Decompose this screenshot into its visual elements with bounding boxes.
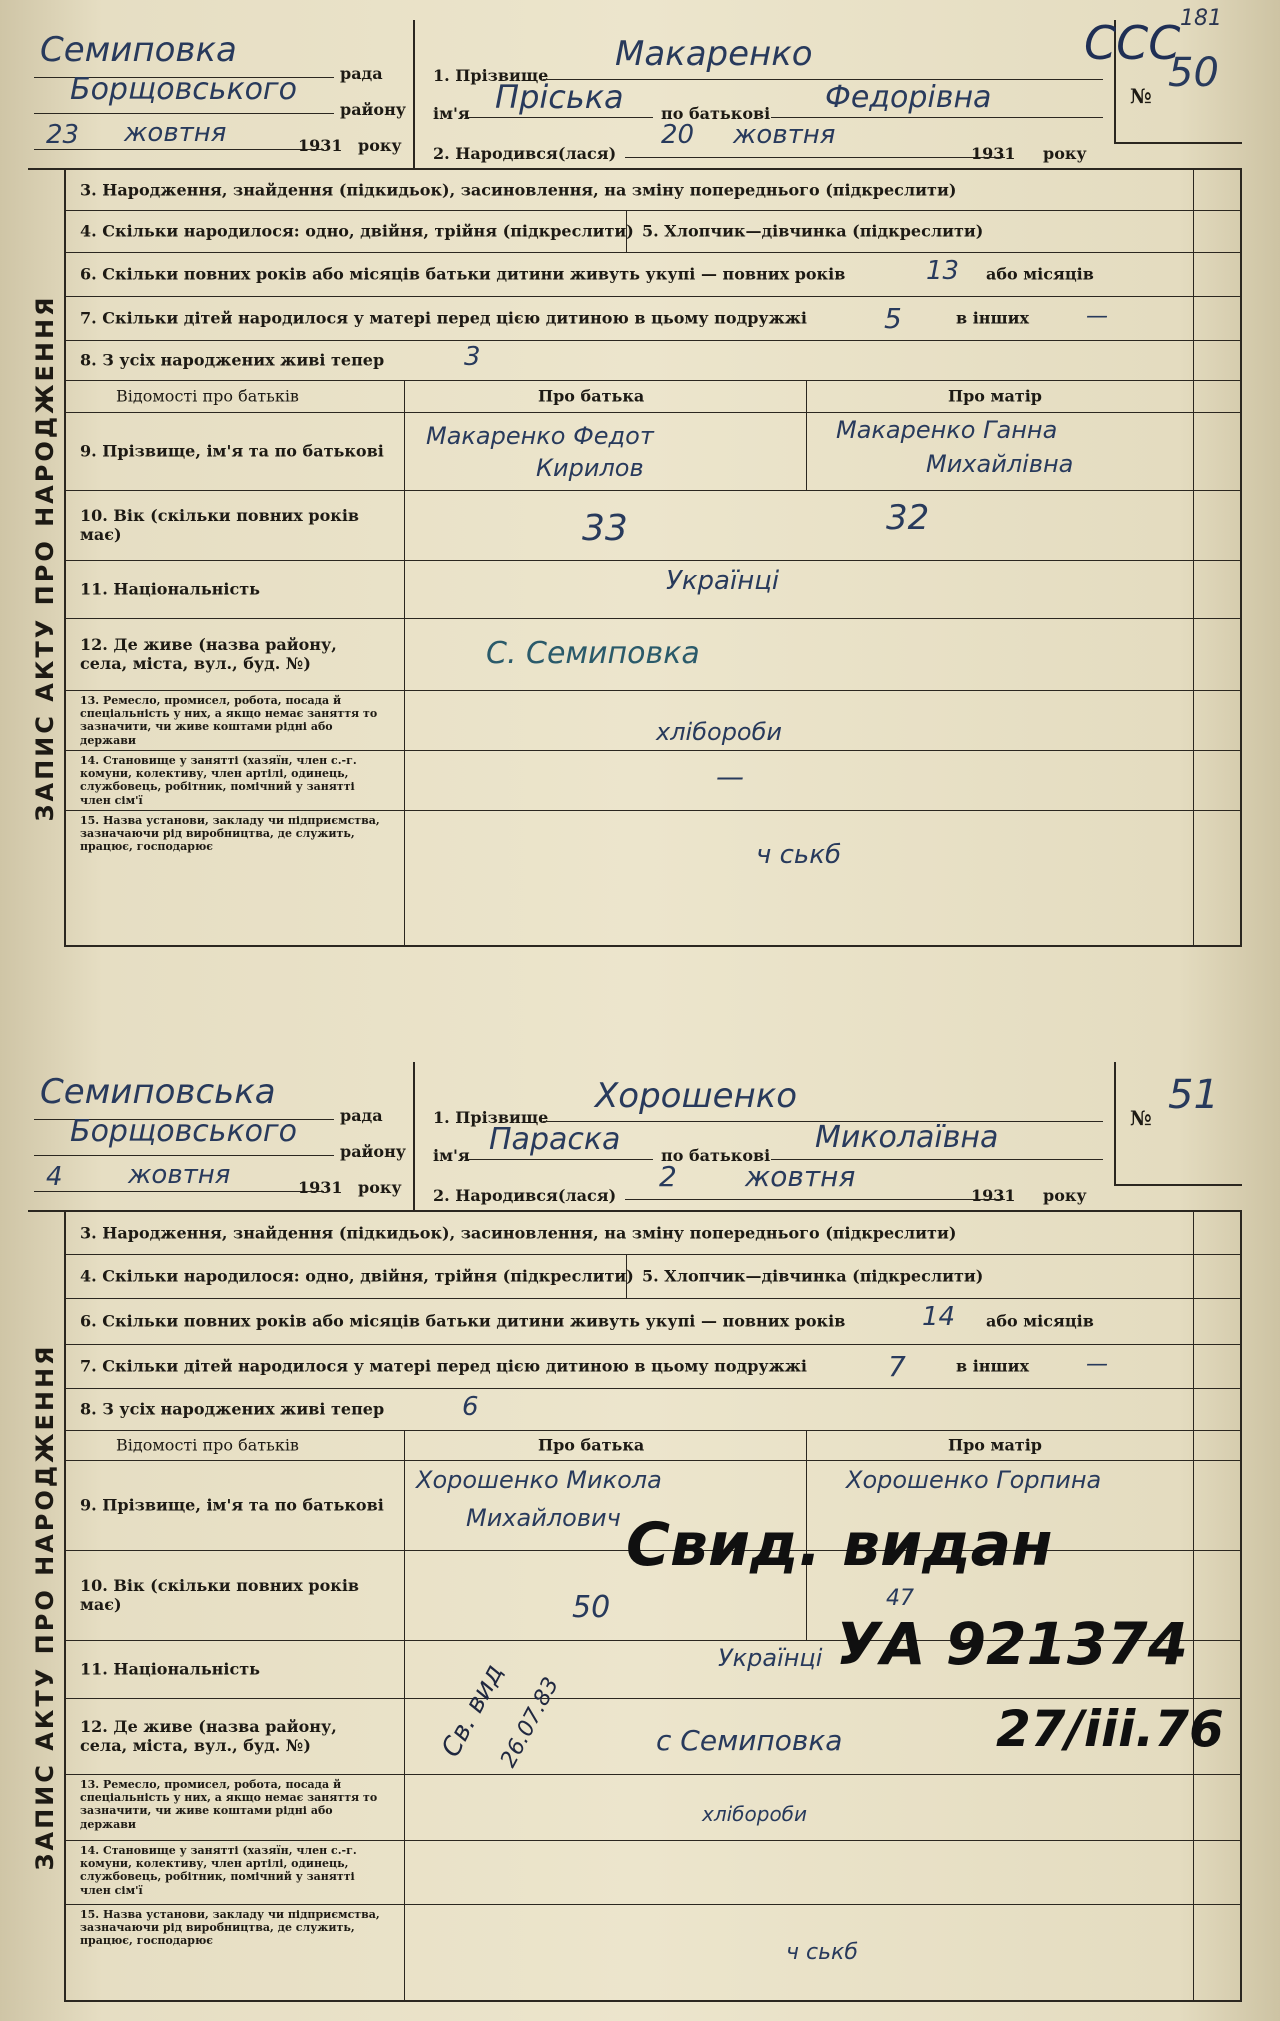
surname-value: Хорошенко (595, 1076, 798, 1116)
name-value: Параска (489, 1122, 621, 1157)
birth-record-51 (28, 1062, 1242, 2002)
page-number: 181 (1180, 6, 1222, 31)
patronymic-label: по батькові (661, 104, 771, 123)
birth-day: 20 (661, 120, 695, 150)
header-left (28, 20, 415, 168)
parents-table: Відомості про батьків Про батька Про матір 9. Прізвище, ім'я та по батькові Макаренко Федот Кирилов Макаренко Ганна Михайлівна 10. Вік (скільки повних років має) 33 32 11. Національність Українці 12. Де живе (назва району, села, міста, вул., буд. №) С. Семиповка 13. Ремесло, промисел, робота, посада й спеціальність у них, а якщо немає заняття то зазначити, чи живе коштами рідні або держави хлібороби 14. Становище у занятті (хазяїн, член с.-г. комуни, колективу, член артілі, одинець, службовець, робітник, помічний у занятті член сім'ї — 15. Назва установи, закладу чи підприємства, зазначаючи рід виробництва, де служить, працює, господарює ч ськб (66, 380, 1240, 945)
record-number: 50 (1168, 50, 1219, 96)
record-body (64, 170, 1242, 947)
name-value: Пріська (495, 78, 624, 116)
number-label: № (1130, 84, 1152, 108)
row-9: 9. Прізвище, ім'я та по батькові Макаренко Федот Кирилов Макаренко Ганна Михайлівна (66, 412, 1240, 491)
annotation-issued: Св. вид (436, 1659, 510, 1763)
row-3: 3. Народження, знайдення (підкидьок), засиновлення, на зміну попереднього (підкреслити) (66, 170, 1240, 211)
annotation-serial: УА 921374 (836, 1610, 1188, 1678)
header-middle: 1. Прізвище Хорошенко ім'я Параска по батькові Миколаївна 2. Народився(лася) 2 жовтня 1931 року (415, 1062, 1135, 1210)
name-label: ім'я (433, 104, 470, 123)
date-day: 23 (46, 120, 80, 150)
stamp-mark: ССС (1084, 16, 1181, 70)
row-4-5: 4. Скільки народилося: одно, двійня, трійня (підкреслити) 5. Хлопчик—дівчинка (підкреслити) (66, 210, 1240, 253)
record-number: 51 (1168, 1072, 1219, 1118)
record-body: 3. Народження, знайдення (підкидьок), засиновлення, на зміну попереднього (підкреслити) 4. Скільки народилося: одно, двійня, трійня (підкреслити) 5. Хлопчик—дівчинка (підкреслити) 6. Скільки повних років або місяців батьки дитини живуть укупі — повних років 14 або місяців 7. Скільки дітей народилося у матері перед цією дитиною в цьому подружжі 7 в інших — 8. З усіх народжених живі тепер 6 Відомості про батьків Про батька Про матір 9. Прізвище, ім'я та по батькові Хорошенко Микола Михайлович Хорошенко Горпина 10. Вік (скільки повних років має) 50 47 11. Національність Українці 12. Де живе (назва району, села, міста, вул., буд. №) с Семиповка 13. Ремесло, промисел, робота, посада й спеціальність у них, а якщо немає заняття то зазначити, чи живе коштами рідні або держави хлібороби 14. Становище у занятті (хазяїн, член с.-г. комуни, колективу, член артілі, одинець, службовець, робітник, помічний у занятті член сім'ї 15. Назва установи, закладу чи підприємства, зазначаючи рід виробництва, де служить, працює, господарює ч ськб Св. вид 26.07.83 Свид. видан УА 921374 27/ііі.76 (64, 1212, 1242, 2002)
date-month: жовтня (124, 118, 227, 148)
birth-month: жовтня (733, 120, 836, 150)
rada-label: рада (340, 64, 383, 83)
patronymic-value: Федорівна (825, 80, 992, 115)
record-number-box: № 51 (1114, 1062, 1242, 1186)
surname-label: 1. Прізвище (433, 66, 549, 85)
annotation-date: 26.07.83 (496, 1673, 565, 1772)
born-label: 2. Народився(лася) (433, 144, 617, 163)
row-15: 15. Назва установи, закладу чи підприємства, зазначаючи рід виробництва, де служить, працює, господарює ч ськб (80, 814, 841, 870)
rada-value: Семиповська (40, 1072, 276, 1112)
rayon-label: району (340, 100, 407, 119)
rayon-value: Борщовського (70, 72, 298, 107)
birth-day: 2 (659, 1160, 677, 1193)
date-month: жовтня (128, 1160, 231, 1190)
date-year: 1931 (298, 136, 343, 155)
section-title-vertical: ЗАПИС АКТУ ПРО НАРОДЖЕННЯ (31, 1343, 59, 1871)
born-roku-label: року (1043, 144, 1087, 163)
rada-value: Семиповка (40, 30, 237, 70)
surname-value: Макаренко (615, 34, 813, 74)
row-6: 6. Скільки повних років або місяців батьки дитини живуть укупі — повних років 13 або місяців (66, 252, 1240, 297)
record-header (28, 1062, 1242, 1212)
annotation-date-big: 27/ііі.76 (996, 1700, 1224, 1758)
birth-month: жовтня (745, 1160, 856, 1193)
roku-label: року (358, 136, 402, 155)
annotation-certificate: Свид. видан (626, 1510, 1053, 1580)
row-8: 8. З усіх народжених живі тепер 3 (66, 340, 1240, 381)
header-middle (415, 20, 1135, 168)
date-day: 4 (46, 1162, 63, 1192)
parents-table: Відомості про батьків Про батька Про матір 9. Прізвище, ім'я та по батькові Хорошенко Микола Михайлович Хорошенко Горпина 10. Вік (скільки повних років має) 50 47 11. Національність Українці 12. Де живе (назва району, села, міста, вул., буд. №) с Семиповка 13. Ремесло, промисел, робота, посада й спеціальність у них, а якщо немає заняття то зазначити, чи живе коштами рідні або держави хлібороби 14. Становище у занятті (хазяїн, член с.-г. комуни, колективу, член артілі, одинець, службовець, робітник, помічний у занятті член сім'ї 15. Назва установи, закладу чи підприємства, зазначаючи рід виробництва, де служить, працює, господарює ч ськб Св. вид 26.07.83 Свид. видан УА 921374 27/ііі.76 (66, 1430, 1240, 2000)
header-left: рада Семиповська району Борщовського 4 жовтня 1931 року (28, 1062, 415, 1210)
patronymic-value: Миколаївна (815, 1120, 999, 1155)
row-10: 10. Вік (скільки повних років має) 33 32 (66, 490, 1240, 561)
row-11: 11. Національність Українці (66, 560, 1240, 619)
birth-year: 1931 (971, 144, 1016, 163)
section-title-vertical: ЗАПИС АКТУ ПРО НАРОДЖЕННЯ (31, 293, 59, 822)
rayon-value: Борщовського (70, 1114, 298, 1149)
row-7: 7. Скільки дітей народилося у матері перед цією дитиною в цьому подружжі 5 в інших — (66, 296, 1240, 341)
row-12: 12. Де живе (назва району, села, міста, вул., буд. №) С. Семиповка (66, 618, 1240, 691)
row-14: 14. Становище у занятті (хазяїн, член с.-г. комуни, колективу, член артілі, одинець, службовець, робітник, помічний у занятті член сім'ї — (66, 750, 1240, 811)
row-13: 13. Ремесло, промисел, робота, посада й спеціальність у них, а якщо немає заняття то зазначити, чи живе коштами рідні або держави хлібороби (66, 690, 1240, 751)
